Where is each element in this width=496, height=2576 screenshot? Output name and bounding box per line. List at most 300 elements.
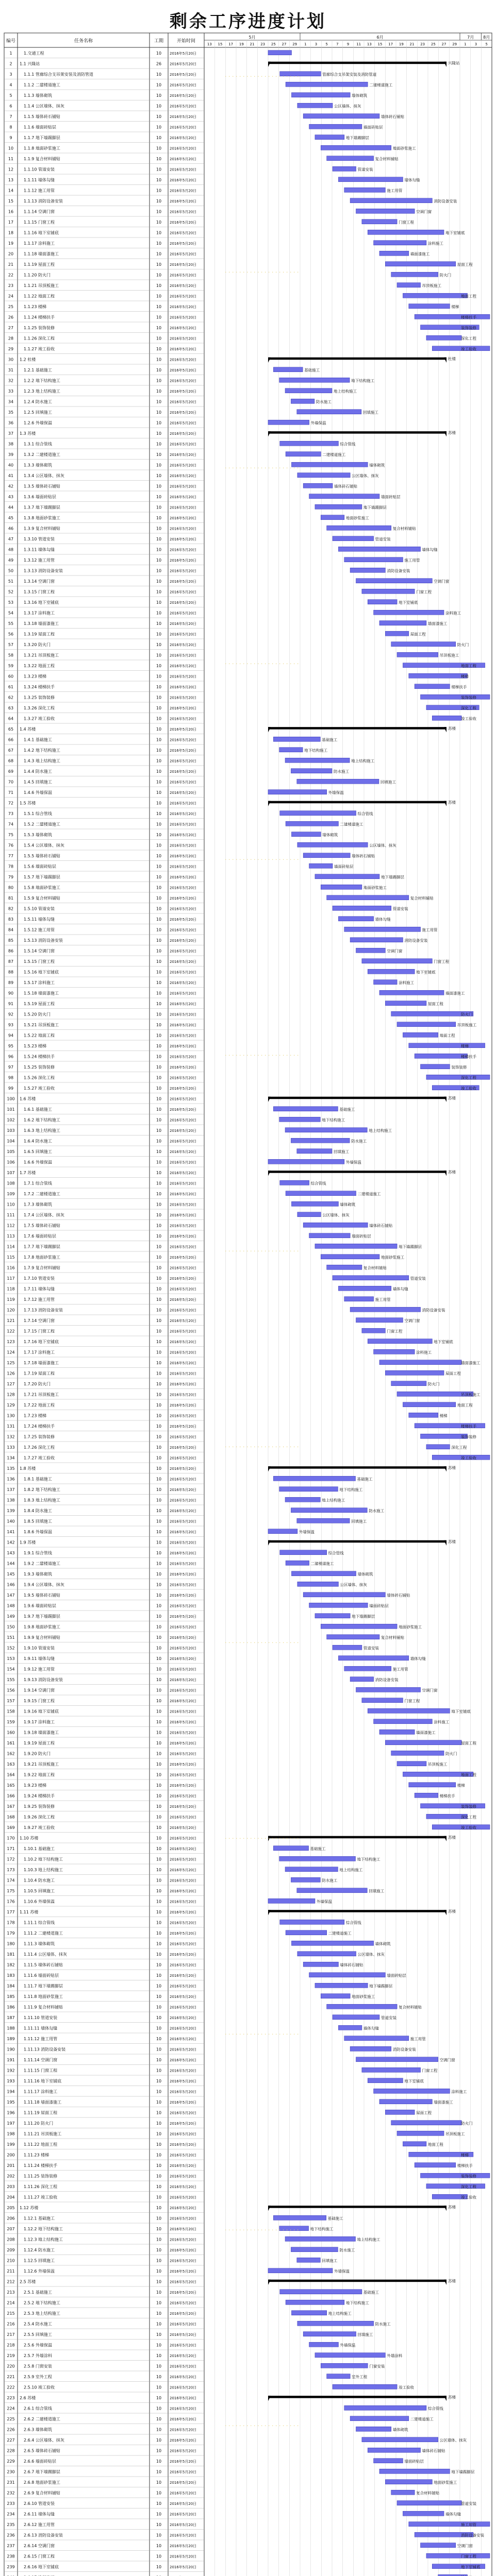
task-bar [333, 1276, 409, 1280]
task-id: 56 [8, 632, 14, 637]
task-bar [403, 2142, 426, 2146]
task-bar [397, 2501, 461, 2505]
day-label: 11 [356, 42, 361, 46]
task-duration: 10 [156, 1413, 162, 1418]
task-duration: 10 [156, 885, 162, 890]
task-bar [421, 1434, 468, 1438]
bar-label: 消防设备安装 [434, 198, 457, 204]
task-start: 2016年5月20日 [170, 516, 197, 520]
task-name: 1.5.8 地面砂浆施工 [24, 885, 60, 890]
task-bar [286, 1930, 327, 1935]
day-label: 13 [367, 42, 372, 46]
task-duration: 10 [156, 188, 162, 193]
task-name: 1.5.1 综合管线 [24, 811, 52, 816]
task-id: 58 [8, 653, 14, 658]
task-id: 188 [7, 2026, 15, 2031]
task-id: 90 [8, 991, 14, 996]
task-bar [403, 1032, 438, 1037]
task-start: 2016年5月20日 [170, 125, 197, 130]
bar-label: 消防设备安装 [404, 938, 428, 943]
bar-label: 空调门窗 [457, 2543, 473, 2548]
header-start: 开始时间 [176, 39, 196, 44]
task-id: 52 [8, 589, 14, 595]
task-start: 2016年5月20日 [170, 1963, 197, 1968]
bar-label: 公区墙体、抹灰 [439, 2437, 467, 2443]
task-duration: 10 [156, 2512, 162, 2517]
task-duration: 10 [156, 716, 162, 721]
page-title: 剩余工序进度计划 [170, 11, 326, 32]
bar-label: 地上结构施工 [322, 1498, 345, 1503]
task-start: 2016年5月20日 [170, 421, 197, 426]
task-start: 2016年5月20日 [170, 1889, 197, 1893]
bar-label: 地下结构施工 [351, 378, 375, 383]
bar-label: 苏楼 [448, 1170, 456, 1175]
task-id: 131 [7, 1423, 15, 1429]
task-start: 2016年5月20日 [170, 1900, 197, 1904]
task-duration: 10 [156, 737, 162, 742]
day-label: 21 [409, 42, 415, 46]
summary-bar [268, 2396, 447, 2398]
task-bar [379, 2099, 432, 2104]
bar-label: 竣工验收 [399, 2385, 415, 2390]
task-duration: 10 [156, 1402, 162, 1408]
task-id: 136 [7, 1477, 15, 1482]
task-duration: 10 [156, 1445, 162, 1450]
task-name: 1.5.27 竣工验收 [24, 1086, 55, 1091]
task-start: 2016年5月20日 [170, 1234, 197, 1239]
bar-label: 门窗工程 [416, 589, 432, 595]
task-duration: 10 [156, 2279, 162, 2284]
task-duration: 10 [156, 1350, 162, 1355]
task-bar [356, 579, 433, 583]
task-start: 2016年5月20日 [170, 1002, 197, 1006]
task-bar [303, 853, 350, 858]
task-bar [309, 124, 362, 129]
task-duration: 10 [156, 2533, 162, 2538]
task-id: 200 [7, 2153, 15, 2158]
task-bar [350, 198, 432, 203]
summary-bar [268, 2206, 447, 2208]
task-name: 1.11.8 地面砂浆施工 [24, 1994, 63, 1999]
task-start: 2016年5月20日 [170, 1731, 197, 1735]
task-id: 54 [8, 611, 14, 616]
bar-label: 管道安装 [461, 2501, 476, 2506]
task-name: 2.6.12 施工用管 [24, 2522, 55, 2527]
bar-label: 苏楼 [448, 1539, 456, 1544]
task-duration: 10 [156, 1212, 162, 1217]
task-duration: 10 [156, 1857, 162, 1862]
task-start: 2016年5月20日 [170, 2069, 197, 2073]
task-bar [297, 1518, 350, 1523]
task-id: 213 [7, 2290, 15, 2295]
task-start: 2016年5月20日 [170, 1625, 197, 1630]
task-id: 111 [7, 1212, 15, 1217]
task-duration: 10 [156, 695, 162, 700]
task-duration: 10 [156, 1086, 162, 1091]
task-id: 195 [7, 2099, 15, 2105]
task-start: 2016年5月20日 [170, 1086, 197, 1091]
bar-label: 基础施工 [304, 367, 320, 372]
task-id: 140 [7, 1519, 15, 1524]
task-duration: 10 [156, 346, 162, 351]
task-duration: 10 [156, 2258, 162, 2263]
task-duration: 10 [156, 970, 162, 975]
bar-label: 地下室铺底 [445, 230, 465, 235]
bar-label: 消防设备安装 [387, 568, 410, 573]
task-name: 2.5.8 门窗安装 [24, 2364, 52, 2369]
task-duration: 10 [156, 1012, 162, 1017]
task-bar [374, 241, 426, 245]
bar-label: 回填施工 [380, 779, 396, 785]
task-name: 1.3.13 消防设备安装 [24, 568, 63, 573]
task-id: 227 [7, 2437, 15, 2443]
bar-label: 地下结构施工 [310, 2226, 334, 2231]
task-id: 31 [8, 367, 14, 372]
task-duration: 10 [156, 2026, 162, 2031]
task-id: 172 [7, 1857, 15, 1862]
bar-label: 地面砂浆施工 [399, 1624, 422, 1630]
task-id: 130 [7, 1413, 15, 1418]
task-bar [285, 1867, 338, 1872]
task-start: 2016年5月20日 [170, 1836, 197, 1841]
task-bar [303, 1962, 338, 1967]
task-id: 10 [8, 146, 14, 151]
bar-label: 门窗工程 [434, 959, 450, 964]
task-id: 76 [8, 843, 14, 848]
task-start: 2016年5月20日 [170, 696, 197, 700]
task-duration: 10 [156, 93, 162, 98]
bar-label: 楼梯扶手 [457, 2163, 473, 2168]
task-duration: 10 [156, 378, 162, 383]
task-start: 2016年5月20日 [170, 1012, 197, 1017]
task-bar [391, 1751, 444, 1755]
task-start: 2016年5月20日 [170, 1635, 197, 1640]
task-duration: 10 [156, 1466, 162, 1471]
bar-label: 消防设备安装 [422, 1308, 445, 1313]
task-start: 2016年5月20日 [170, 2079, 197, 2083]
task-name: 1.5.4 公区墙体、抹灰 [24, 843, 64, 848]
bar-label: 空调门窗 [387, 948, 403, 954]
bar-label: 外墙保温 [310, 420, 326, 426]
task-id: 165 [7, 1783, 15, 1788]
task-bar [397, 283, 420, 287]
task-name: 1.1.3 墙体砌筑 [24, 93, 52, 98]
task-start: 2016年5月20日 [170, 1297, 197, 1302]
task-duration: 10 [156, 484, 162, 489]
bar-label: 综合管线 [310, 1181, 326, 1186]
task-start: 2016年5月20日 [170, 959, 197, 964]
task-bar [368, 2078, 403, 2083]
task-start: 2016年5月20日 [170, 790, 197, 795]
task-name: 1.12.5 回填施工 [24, 2258, 55, 2263]
task-name: 1.3.15 门窗工程 [24, 589, 55, 595]
task-id: 49 [8, 557, 14, 563]
watermark-text: · · · · · · · · · · · · · · · · · · · · · [225, 1444, 299, 1450]
task-bar [291, 832, 321, 837]
task-bar [291, 1877, 320, 1882]
task-bar [327, 526, 391, 530]
task-bar [344, 557, 403, 562]
task-name: 1.9.25 装饰装修 [24, 1804, 55, 1809]
task-name: 1.11.23 楼梯 [24, 2153, 49, 2158]
task-name: 1.11.13 消防设备安装 [24, 2047, 66, 2052]
task-name: 1.11.2 二建楼道施工 [24, 1930, 63, 1936]
table-frame [4, 33, 492, 2576]
bar-label: 地下墙踢脚层 [451, 2469, 475, 2475]
task-duration: 10 [156, 2522, 162, 2527]
watermark-text: · · · · · · · · · · · · · · · · · · · · · [225, 269, 299, 276]
task-start: 2016年5月20日 [170, 1128, 197, 1133]
task-duration: 10 [156, 1276, 162, 1281]
task-duration: 10 [156, 1223, 162, 1228]
task-start: 2016年5月20日 [170, 1361, 197, 1365]
task-bar [432, 716, 461, 720]
task-start: 2016年5月20日 [170, 664, 197, 668]
task-name: 1.7.3 墙体砌筑 [24, 1202, 52, 1207]
task-id: 187 [7, 2015, 15, 2020]
bar-label: 地下墙踢脚层 [352, 1614, 375, 1619]
task-bar [279, 1487, 338, 1492]
bar-label: 地上结构施工 [369, 1128, 392, 1133]
bar-label: 深化工程 [461, 2184, 476, 2189]
task-start: 2016年5月20日 [170, 2491, 197, 2496]
task-bar [391, 642, 456, 647]
task-bar [303, 483, 333, 488]
task-start: 2016年5月20日 [170, 2311, 197, 2316]
task-start: 2016年5月20日 [170, 2375, 197, 2379]
task-start: 2016年5月20日 [170, 326, 197, 330]
task-duration: 10 [156, 82, 162, 88]
task-bar [309, 1973, 386, 1977]
task-start: 2016年5月20日 [170, 1815, 197, 1820]
task-duration: 10 [156, 1318, 162, 1323]
task-bar [397, 2131, 444, 2136]
task-start: 2016年5月20日 [170, 104, 197, 109]
task-id: 112 [7, 1223, 15, 1228]
task-name: 1.7 苏楼 [20, 1170, 36, 1175]
bar-label: 装饰装修 [461, 325, 476, 330]
task-start: 2016年5月20日 [170, 1593, 197, 1598]
task-bar [385, 2110, 415, 2114]
task-duration: 10 [156, 336, 162, 341]
bar-label: 复合材料铺贴 [410, 895, 434, 901]
bar-label: 装饰装修 [461, 1804, 476, 1809]
task-id: 30 [8, 357, 14, 362]
bar-label: 管道安装 [363, 1646, 379, 1651]
bar-label: 竣工验收 [461, 1086, 476, 1091]
task-start: 2016年5月20日 [170, 1942, 197, 1946]
task-duration: 10 [156, 1540, 162, 1545]
task-duration: 10 [156, 1286, 162, 1292]
task-start: 2016年5月20日 [170, 1139, 197, 1144]
bar-label: 楼梯扶手 [461, 1423, 476, 1429]
task-duration: 10 [156, 1434, 162, 1439]
task-bar [279, 748, 303, 752]
task-name: 1.7.4 公区墙体、抹灰 [24, 1212, 64, 1217]
bar-label: 公区墙体、抹灰 [369, 843, 396, 848]
task-id: 215 [7, 2311, 15, 2316]
task-duration: 10 [156, 1139, 162, 1144]
task-name: 1.9.14 空调门窗 [24, 1688, 55, 1693]
task-id: 86 [8, 948, 14, 954]
task-start: 2016年5月20日 [170, 252, 197, 257]
task-duration: 10 [156, 515, 162, 520]
task-start: 2016年5月20日 [170, 1857, 197, 1862]
task-name: 1.1.8 地面砂浆施工 [24, 146, 60, 151]
task-id: 211 [7, 2268, 15, 2274]
task-duration: 10 [156, 241, 162, 246]
month-label: 8月 [483, 35, 490, 40]
task-duration: 10 [156, 2131, 162, 2137]
task-bar [327, 2374, 350, 2379]
task-id: 178 [7, 1920, 15, 1925]
task-name: 1.8 苏楼 [20, 1466, 36, 1471]
bar-label: 外墙保温 [334, 2268, 350, 2274]
task-duration: 10 [156, 2343, 162, 2348]
task-start: 2016年5月20日 [170, 1773, 197, 1777]
task-start: 2016年5月20日 [170, 1973, 197, 1978]
task-id: 220 [7, 2364, 15, 2369]
task-start: 2016年5月20日 [170, 706, 197, 710]
task-name: 1.5.25 装饰装修 [24, 1064, 55, 1070]
task-bar [291, 1941, 373, 1945]
task-id: 192 [7, 2068, 15, 2073]
task-start: 2016年5月20日 [170, 2438, 197, 2443]
task-bar [321, 885, 362, 889]
task-duration: 10 [156, 1677, 162, 1682]
bar-label: 综合管线 [340, 442, 356, 447]
task-name: 1.7.27 竣工验收 [24, 1455, 55, 1461]
task-name: 1.3.21 吊顶板施工 [24, 653, 59, 658]
task-start: 2016年5月20日 [170, 2184, 197, 2189]
task-id: 177 [7, 1909, 15, 1914]
task-id: 83 [8, 917, 14, 922]
task-bar [315, 2353, 385, 2358]
task-duration: 10 [156, 2543, 162, 2548]
task-name: 2.5.3 地上结构施工 [24, 2311, 60, 2316]
bar-label: 墙面砖贴层 [387, 1973, 406, 1978]
task-start: 2016年5月20日 [170, 938, 197, 943]
task-bar [273, 1846, 308, 1851]
bar-label: 墙体砖石铺贴 [340, 1962, 363, 1968]
task-id: 91 [8, 1001, 14, 1006]
bar-label: 墙体砌筑 [369, 463, 385, 468]
task-id: 148 [7, 1603, 15, 1608]
task-id: 160 [7, 1730, 15, 1735]
task-id: 182 [7, 1962, 15, 1968]
task-id: 185 [7, 1994, 15, 1999]
bar-label: 苏楼 [448, 2205, 456, 2210]
task-start: 2016年5月20日 [170, 970, 197, 975]
task-start: 2016年5月20日 [170, 1994, 197, 1999]
task-duration: 10 [156, 1614, 162, 1619]
task-name: 1.9.9 复合材料铺贴 [24, 1635, 60, 1640]
task-name: 1.5.11 墙体勾缝 [24, 917, 55, 922]
task-duration: 10 [156, 1772, 162, 1777]
task-bar [291, 1571, 356, 1576]
task-duration: 10 [156, 2290, 162, 2295]
task-name: 1.7.20 防火门 [24, 1381, 51, 1386]
task-duration: 10 [156, 1930, 162, 1936]
task-duration: 10 [156, 2121, 162, 2126]
task-bar [385, 1001, 426, 1006]
bar-label: 吊顶板施工 [461, 1392, 481, 1397]
task-bar [426, 2553, 490, 2558]
task-start: 2016年5月20日 [170, 1213, 197, 1217]
task-bar [379, 2469, 450, 2473]
task-name: 1.7.13 消防设备安装 [24, 1308, 63, 1313]
task-duration: 10 [156, 50, 162, 56]
task-bar [362, 589, 415, 594]
task-id: 27 [8, 325, 14, 330]
task-id: 45 [8, 515, 14, 520]
task-bar [350, 2046, 391, 2051]
bar-label: 基础施工 [339, 1107, 355, 1112]
task-start: 2016年5月20日 [170, 590, 197, 595]
task-name: 1.3.18 墙面漆施工 [24, 621, 59, 626]
task-name: 1.10.3 地上结构施工 [24, 1867, 63, 1872]
task-start: 2016年5月20日 [170, 178, 197, 182]
bar-label: 地下结构施工 [322, 1117, 345, 1123]
task-duration: 10 [156, 769, 162, 774]
task-bar [338, 2025, 361, 2030]
task-bar [379, 621, 426, 625]
watermark-text: · · · · · · · · · · · · · · · · · · · · · [225, 73, 299, 80]
bar-label: 地下室铺底 [451, 1709, 471, 1714]
bar-label: 墙体砖石铺贴 [334, 484, 358, 489]
task-name: 1.3.5 墙体砖石铺贴 [24, 484, 60, 489]
task-bar [268, 420, 309, 425]
task-id: 97 [8, 1064, 14, 1070]
task-start: 2016年5月20日 [170, 2100, 197, 2105]
task-duration: 10 [156, 822, 162, 827]
header-duration: 工期 [154, 39, 164, 44]
task-id: 38 [8, 442, 14, 447]
task-duration: 10 [156, 557, 162, 563]
bar-label: 墙面砖贴层 [381, 494, 401, 499]
task-name: 1.12 苏楼 [20, 2205, 39, 2210]
task-start: 2016年5月20日 [170, 727, 197, 732]
task-name: 1.9.27 竣工验收 [24, 1825, 55, 1830]
task-name: 1.3.14 空调门窗 [24, 579, 55, 584]
bar-label: 涂料施工 [434, 1719, 450, 1724]
bar-label: 消防设备安装 [375, 1677, 399, 1682]
task-start: 2016年5月20日 [170, 1762, 197, 1767]
task-name: 1.9.23 楼梯 [24, 1783, 46, 1788]
summary-cap [444, 431, 447, 436]
task-start: 2016年5月20日 [170, 1519, 197, 1524]
bar-label: 墙体勾缝 [363, 2026, 379, 2031]
task-bar [268, 50, 291, 55]
task-name: 1.2.1 基础施工 [24, 367, 52, 372]
task-bar [327, 2004, 397, 2009]
task-name: 1.12.6 外墙保温 [24, 2268, 55, 2274]
task-start: 2016年5月20日 [170, 1118, 197, 1123]
task-start: 2016年5月20日 [170, 1709, 197, 1714]
task-name: 1.5.17 涂料施工 [24, 980, 55, 985]
task-name: 1.9.22 地面工程 [24, 1772, 55, 1777]
day-label: 19 [399, 42, 404, 46]
task-bar [297, 2258, 320, 2262]
task-duration: 10 [156, 431, 162, 436]
task-bar [356, 2427, 391, 2431]
task-id: 171 [7, 1846, 15, 1851]
task-bar [273, 367, 303, 372]
task-bar [297, 842, 368, 847]
task-name: 1.11.9 复合材料铺贴 [24, 2005, 63, 2010]
task-id: 32 [8, 378, 14, 383]
task-bar [368, 1708, 450, 1713]
